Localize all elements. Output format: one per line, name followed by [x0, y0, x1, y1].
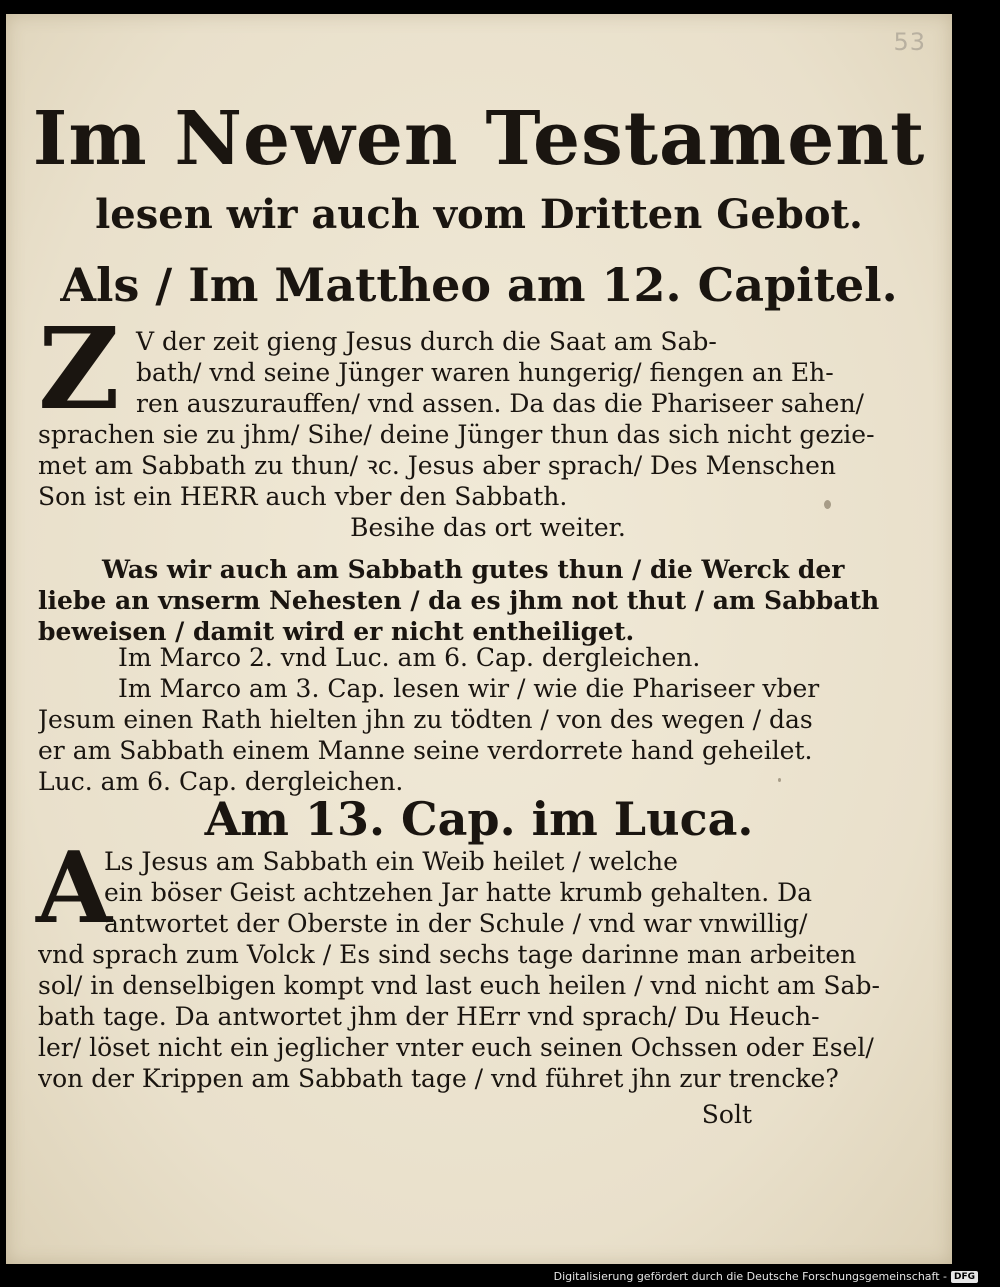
credit-text: Digitalisierung gefördert durch die Deutsche Forschungsgemeinschaft -	[553, 1270, 947, 1283]
text-line: er am Sabbath einem Manne seine verdorrete hand geheilet.	[38, 736, 813, 765]
text-line: beweisen / damit wird er nicht entheiliget.	[38, 617, 635, 646]
text-line: bath/ vnd seine Jünger waren hungerig/ fiengen an Eh-	[136, 358, 834, 387]
section-heading-luke: Am 13. Cap. im Luca.	[204, 792, 754, 846]
paragraph-good-works	[38, 554, 938, 647]
paper-stain-spot	[824, 500, 831, 509]
text-line: Ls Jesus am Sabbath ein Weib heilet / welche	[104, 847, 678, 876]
text-line: liebe an vnserm Nehesten / da es jhm not thut / am Sabbath	[38, 586, 880, 615]
catchword: Solt	[701, 1100, 752, 1129]
drop-cap-a: A	[36, 831, 113, 946]
text-line: met am Sabbath zu thun/ ꝛc. Jesus aber sprach/ Des Menschen	[38, 451, 836, 480]
page-subtitle: lesen wir auch vom Dritten Gebot.	[95, 191, 863, 238]
text-line: Im Marco am 3. Cap. lesen wir / wie die Phariseer vber	[118, 674, 820, 703]
paragraph-luke	[38, 846, 938, 1094]
text-line: Jesum einen Rath hielten jhn zu tödten / von des wegen / das	[38, 705, 813, 734]
paper-stain-spot	[778, 778, 781, 782]
folio-number: 53	[893, 28, 926, 56]
section-heading-matthew: Als / Im Mattheo am 12. Capitel.	[60, 258, 898, 312]
text-line: ler/ löset nicht ein jeglicher vnter euch seinen Ochssen oder Esel/	[38, 1033, 874, 1062]
text-line: V der zeit gieng Jesus durch die Saat am Sab-	[136, 327, 717, 356]
digitization-credit	[554, 1270, 978, 1283]
paragraph-mark	[38, 642, 938, 797]
text-line: Was wir auch am Sabbath gutes thun / die Werck der	[102, 555, 845, 584]
text-line: sol/ in denselbigen kompt vnd last euch heilen / vnd nicht am Sab-	[38, 971, 880, 1000]
book-page	[6, 14, 952, 1264]
text-line: Son ist ein HERR auch vber den Sabbath.	[38, 482, 568, 511]
text-line: sprachen sie zu jhm/ Sihe/ deine Jünger thun das sich nicht gezie-	[38, 420, 875, 449]
text-line: vnd sprach zum Volck / Es sind sechs tage darinne man arbeiten	[38, 940, 857, 969]
text-line: antwortet der Oberste in der Schule / vnd war vnwillig/	[104, 909, 808, 938]
paragraph-matthew	[38, 326, 938, 543]
text-line: ein böser Geist achtzehen Jar hatte krumb gehalten. Da	[104, 878, 813, 907]
drop-cap-z: Z	[38, 304, 120, 435]
text-line: bath tage. Da antwortet jhm der HErr vnd sprach/ Du Heuch-	[38, 1002, 820, 1031]
text-line: ren auszurauffen/ vnd assen. Da das die Phariseer sahen/	[136, 389, 864, 418]
page-title: Im Newen Testament	[32, 96, 926, 182]
text-line: von der Krippen am Sabbath tage / vnd führet jhn zur trencke?	[38, 1064, 839, 1093]
text-line: Luc. am 6. Cap. dergleichen.	[38, 767, 404, 796]
reference-note: Besihe das ort weiter.	[350, 513, 626, 542]
text-line: Im Marco 2. vnd Luc. am 6. Cap. dergleichen.	[118, 643, 701, 672]
dfg-logo-icon: DFG	[951, 1271, 978, 1283]
